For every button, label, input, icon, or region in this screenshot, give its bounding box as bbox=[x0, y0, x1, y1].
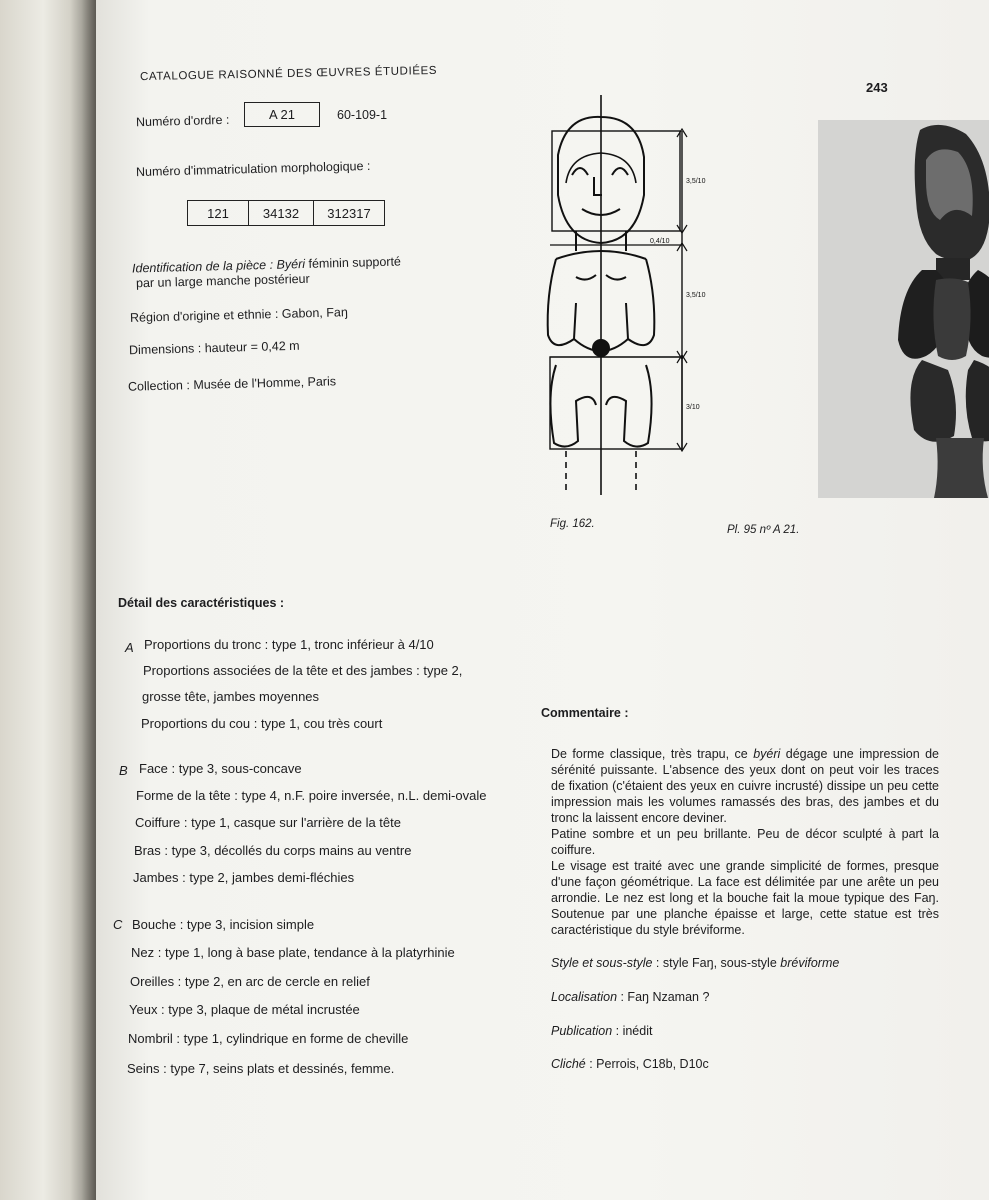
order-box: A 21 bbox=[244, 102, 320, 127]
style-label: Style et sous-style bbox=[551, 956, 653, 970]
detail-line: Seins : type 7, seins plats et dessinés, femme. bbox=[127, 1061, 395, 1076]
detail-line: Proportions associées de la tête et des jambes : type 2, bbox=[143, 663, 463, 678]
order-ref: 60-109-1 bbox=[337, 108, 388, 122]
ident-italic: Byéri bbox=[276, 256, 306, 272]
detail-line: Nez : type 1, long à base plate, tendance à la platyrhinie bbox=[131, 945, 455, 960]
group-c-letter: C bbox=[113, 917, 123, 932]
plate-caption: Pl. 95 nº A 21. bbox=[727, 524, 800, 536]
publication-label: Publication bbox=[551, 1024, 613, 1038]
commentary-heading: Commentaire : bbox=[541, 706, 629, 720]
detail-line: Proportions du tronc : type 1, tronc inférieur à 4/10 bbox=[144, 637, 434, 652]
style-line bbox=[551, 956, 839, 970]
dim-label: Dimensions : bbox=[128, 341, 202, 358]
drawing-left-arm bbox=[548, 259, 576, 345]
commentary-body bbox=[551, 746, 939, 938]
detail-line: Face : type 3, sous-concave bbox=[139, 761, 302, 776]
fig-caption: Fig. 162. bbox=[550, 518, 595, 530]
details-heading: Détail des caractéristiques : bbox=[118, 596, 285, 610]
detail-line: grosse tête, jambes moyennes bbox=[142, 689, 320, 704]
cliche-value: : Perrois, C18b, D10c bbox=[585, 1057, 709, 1071]
morph-code-3: 312317 bbox=[313, 201, 384, 225]
detail-line: Proportions du cou : type 1, cou très court bbox=[141, 716, 383, 731]
page-number: 243 bbox=[866, 80, 888, 95]
section-title: CATALOGUE RAISONNÉ DES ŒUVRES ÉTUDIÉES bbox=[139, 64, 438, 84]
drawing-head-frame bbox=[552, 131, 680, 231]
figure-drawing bbox=[536, 95, 706, 495]
style-value-italic: bréviforme bbox=[780, 956, 840, 970]
dim-value: hauteur = 0,42 m bbox=[204, 338, 300, 356]
collection-value: Musée de l'Homme, Paris bbox=[193, 374, 337, 393]
detail-line: Yeux : type 3, plaque de métal incrustée bbox=[129, 1002, 360, 1017]
drawing-right-arm bbox=[626, 259, 654, 345]
statue-photograph bbox=[818, 120, 989, 498]
localisation-label: Localisation bbox=[551, 990, 618, 1004]
measure-mid-label: 3,5/10 bbox=[686, 292, 706, 299]
cliche-label: Cliché bbox=[551, 1057, 586, 1071]
dimensions-line bbox=[129, 339, 300, 357]
morph-code-1: 121 bbox=[207, 205, 229, 221]
commentary-paragraph-1: De forme classique, très trapu, ce byéri dégage une impression de sérénité puissante. L'absence des yeux dont on peut voir les traces de fixation (c'étaient des yeux en cuivre incrusté) dissipe un peu cette impression mais les volumes ramassés des bras, des jambes et du tronc la laissent encore deviner. bbox=[551, 747, 939, 825]
commentary-paragraph-3: Le visage est traité avec une grande simplicité de formes, presque d'une façon géométrique. La face est délimitée par une arête un peu arrondie. Le nez est long et la bouche fait la moue typique des Faŋ. Soutenue par une planche épaisse et large, cette statue est très caractéristique du style bréviforme. bbox=[551, 859, 939, 937]
book-page bbox=[96, 0, 989, 1200]
localisation-line bbox=[551, 990, 709, 1004]
detail-line: Jambes : type 2, jambes demi-fléchies bbox=[133, 870, 355, 885]
drawing-leg-frame bbox=[550, 357, 682, 449]
drawing-right-leg bbox=[606, 365, 652, 447]
photo-torso bbox=[933, 278, 970, 360]
detail-line: Oreilles : type 2, en arc de cercle en relief bbox=[130, 974, 370, 989]
ident-value-1: féminin supporté bbox=[308, 254, 402, 271]
region-line bbox=[130, 305, 348, 325]
publication-value: : inédit bbox=[612, 1024, 653, 1038]
measure-bottom-label: 3/10 bbox=[686, 404, 700, 411]
detail-line: Bras : type 3, décollés du corps mains au ventre bbox=[134, 843, 412, 858]
detail-line: Nombril : type 1, cylindrique en forme de cheville bbox=[128, 1031, 409, 1046]
gutter-shadow bbox=[70, 0, 96, 1200]
ident-value-2: par un large manche postérieur bbox=[135, 271, 310, 291]
detail-line: Coiffure : type 1, casque sur l'arrière de la tête bbox=[135, 815, 401, 830]
region-value: Gabon, Faŋ bbox=[281, 305, 348, 321]
morph-code-box bbox=[187, 200, 385, 226]
publication-line bbox=[551, 1024, 652, 1038]
localisation-value: : Faŋ Nzaman ? bbox=[617, 990, 710, 1004]
region-label: Région d'origine et ethnie : bbox=[129, 306, 279, 325]
measure-top-label: 3,5/10 bbox=[686, 178, 706, 185]
commentary-paragraph-2: Patine sombre et un peu brillante. Peu de décor sculpté à part la coiffure. bbox=[551, 827, 939, 857]
detail-line: Forme de la tête : type 4, n.F. poire inversée, n.L. demi-ovale bbox=[136, 788, 487, 803]
detail-line: Bouche : type 3, incision simple bbox=[132, 917, 315, 932]
collection-line bbox=[128, 374, 336, 393]
drawing-navel bbox=[593, 340, 609, 356]
cliche-line bbox=[551, 1057, 709, 1071]
drawing-left-leg bbox=[550, 365, 596, 447]
measure-neck-label: 0,4/10 bbox=[650, 238, 670, 245]
order-label: Numéro d'ordre : bbox=[135, 112, 230, 130]
collection-label: Collection : bbox=[127, 378, 191, 394]
group-b-letter: B bbox=[119, 763, 128, 778]
group-a-letter: A bbox=[125, 640, 134, 655]
morph-code-2: 34132 bbox=[248, 201, 313, 225]
morph-label: Numéro d'immatriculation morphologique : bbox=[135, 158, 371, 180]
style-value: : style Faŋ, sous-style bbox=[652, 956, 781, 970]
photo-support bbox=[934, 438, 988, 498]
ident-label: Identification de la pièce : bbox=[131, 257, 274, 276]
